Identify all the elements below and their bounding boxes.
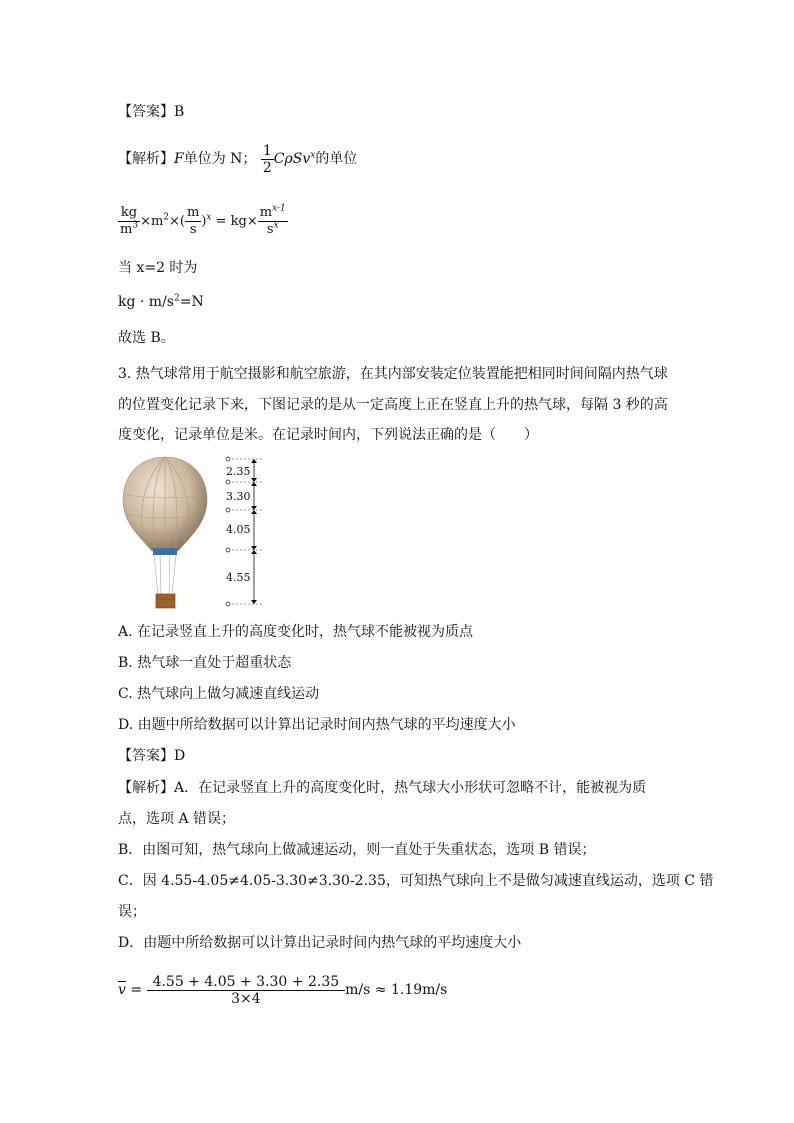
analysis-line-1 [118, 142, 357, 176]
segment-label: 4.55 [226, 571, 251, 584]
segment-label: 4.05 [226, 523, 251, 536]
position-marker [226, 602, 230, 606]
drag-exponent: x [310, 150, 316, 161]
kg-per-m3: $\frac{kg}{m^3}$ [120, 205, 139, 237]
option-b: B. 热气球一直处于超重状态 [118, 655, 292, 671]
hot-air-balloon-icon [123, 457, 207, 608]
option-c: C. 热气球向上做匀减速直线运动 [118, 686, 320, 702]
question-3-line-1: 3. 热气球常用于航空摄影和航空旅游，在其内部安装定位装置能把相同时间间隔内热气球 [118, 366, 668, 382]
question-3-line-3: 度变化，记录单位是米。在记录时间内，下列说法正确的是（ ） [118, 427, 538, 443]
speed-result: m/s ≈ 1.19m/s [345, 982, 448, 998]
analysis-text: 单位为 N； [183, 151, 257, 167]
height-scale [226, 457, 262, 606]
position-marker [226, 548, 230, 552]
question-3-line-2: 的位置变化记录下来，下图记录的是从一定高度上正在竖直上升的热气球，每隔 3 秒的高 [118, 397, 668, 413]
unit-result: kg · $m/s^2=N$ [118, 293, 204, 310]
answer-value: B [174, 104, 185, 120]
option-a: A. 在记录竖直上升的高度变化时，热气球不能被视为质点 [118, 624, 474, 640]
segment-label: 2.35 [226, 465, 251, 478]
when-x-2: 当 x=2 时为 [118, 260, 198, 276]
speed-fraction: $\frac{4.55 + 4.05 + 3.30 + 2.35}{3\times 4}$ [147, 974, 346, 1007]
balloon-figure [120, 455, 270, 611]
analysis-2-line-1: 【解析】A．在记录竖直上升的高度变化时，热气球大小形状可忽略不计，能被视为质 [118, 780, 647, 796]
answer-label: 【答案】 [118, 748, 174, 764]
drag-expression: CρSv [273, 151, 311, 167]
analysis-label: 【解析】 [118, 151, 174, 167]
half-fraction: $\frac{1}{2}$ [262, 142, 272, 176]
option-d: D. 由题中所给数据可以计算出记录时间内热气球的平均速度大小 [118, 717, 516, 733]
segment-label: 3.30 [226, 490, 251, 503]
unit-formula: $\frac{kg}{m^3}$ $\times m^2\times$( $\frac{m}{s}$ )$^x$ = kg× $\frac{m^{x-1}}{s^x}$ [120, 203, 286, 237]
answer-label: 【答案】 [118, 104, 174, 120]
position-marker [226, 457, 230, 461]
analysis-2-line-4: C．因 4.55-4.05≠4.05-3.30≠3.30-2.35，可知热气球向上不是做匀减速直线运动，选项 C 错 [118, 873, 714, 889]
therefore-line: 故选 B。 [118, 330, 175, 346]
analysis-2-line-6: D．由题中所给数据可以计算出记录时间内热气球的平均速度大小 [118, 935, 522, 951]
analysis-2-line-2: 点，选项 A 错误； [118, 811, 236, 827]
position-marker [226, 508, 230, 512]
answer-value: D [174, 748, 186, 764]
equals-kg: = kg× [215, 214, 258, 229]
mx-per-sx: $\frac{m^{x-1}}{s^x}$ [259, 203, 286, 237]
analysis-label: 【解析】 [118, 780, 174, 796]
answer-line-2 [118, 746, 185, 766]
analysis-text-tail: 的单位 [315, 151, 358, 167]
v-bar: $\overline{v}$ [118, 982, 126, 998]
times-m2: ×m [140, 214, 164, 229]
force-symbol: F [174, 151, 184, 167]
m-per-s: $\frac{m}{s}$ [187, 205, 200, 237]
analysis-2-line-5: 误； [118, 904, 146, 920]
analysis-2-line-3: B．由图可知，热气球向上做减速运动，则一直处于失重状态，选项 B 错误； [118, 842, 596, 858]
position-marker [226, 480, 230, 484]
average-speed-formula: $\overline{v}$ = $\frac{4.55 + 4.05 + 3.30 + 2.35}{3\times 4}$ m/s ≈ 1.19m/s [118, 973, 448, 1007]
answer-line-1 [118, 102, 184, 122]
